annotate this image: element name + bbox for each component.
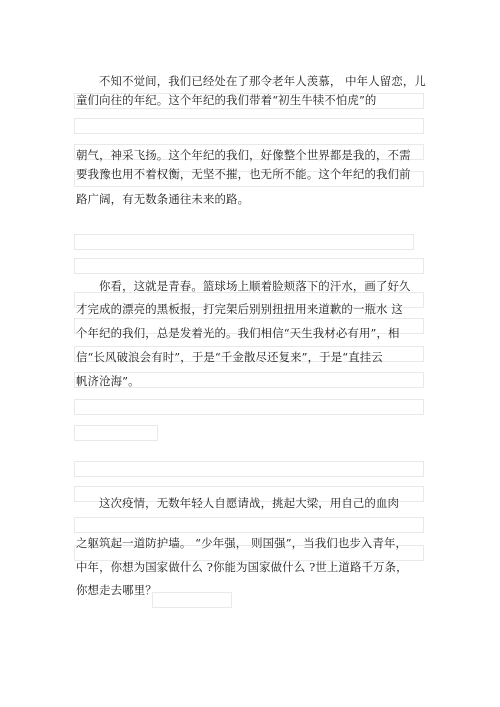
paragraph-line: 路广阔，有无数条通往未来的路。	[76, 192, 250, 206]
rule-line	[74, 517, 424, 533]
paragraph-line: 朝气，神采飞扬。这个年纪的我们，好像整个世界都是我的，不需	[76, 148, 411, 162]
rule-line	[74, 234, 414, 250]
paragraph-line: 要我豫也用不着权衡，无坚不摧，也无所不能。这个年纪的我们前	[76, 167, 411, 181]
paragraph-line: 这次疫情，无数年轻人自愿请战，挑起大梁，用自己的血肉	[99, 496, 400, 510]
paragraph-line: 你想走去哪里？	[76, 583, 157, 597]
paragraph-line: 个年纪的我们，总是发着光的。我们相信“天生我材必有用”，相	[76, 326, 400, 340]
rule-line	[152, 592, 232, 608]
paragraph-line: 信“长风破浪会有时”，于是“千金散尽还复来”，于是“直挂云	[76, 350, 383, 364]
paragraph-line: 不知不觉间，我们已经处在了那令老年人羡慕， 中年人留恋，儿	[99, 74, 426, 88]
rule-line	[74, 461, 424, 477]
rule-line	[74, 258, 424, 274]
rule-line	[74, 399, 424, 415]
paragraph-line: 童们向往的年纪。这个年纪的我们带着“初生牛犊不怕虎”的	[76, 93, 377, 107]
paragraph-line: 中年，你想为国家做什么 ?你能为国家做什么 ?世上道路千万条，	[76, 560, 408, 574]
paragraph-line: 帆济沧海”。	[76, 374, 140, 388]
rule-line	[74, 425, 158, 441]
paragraph-line: 才完成的漂亮的黑板报，打完架后别别扭扭用来道歉的一瓶水 这	[76, 302, 403, 316]
paragraph-line: 之躯筑起一道防护墙。 “少年强， 则国强”，当我们也步入青年，	[76, 536, 408, 550]
rule-line	[74, 118, 424, 134]
paragraph-line: 你看，这就是青春。篮球场上顺着脸颊落下的汗水，画了好久	[99, 279, 411, 293]
